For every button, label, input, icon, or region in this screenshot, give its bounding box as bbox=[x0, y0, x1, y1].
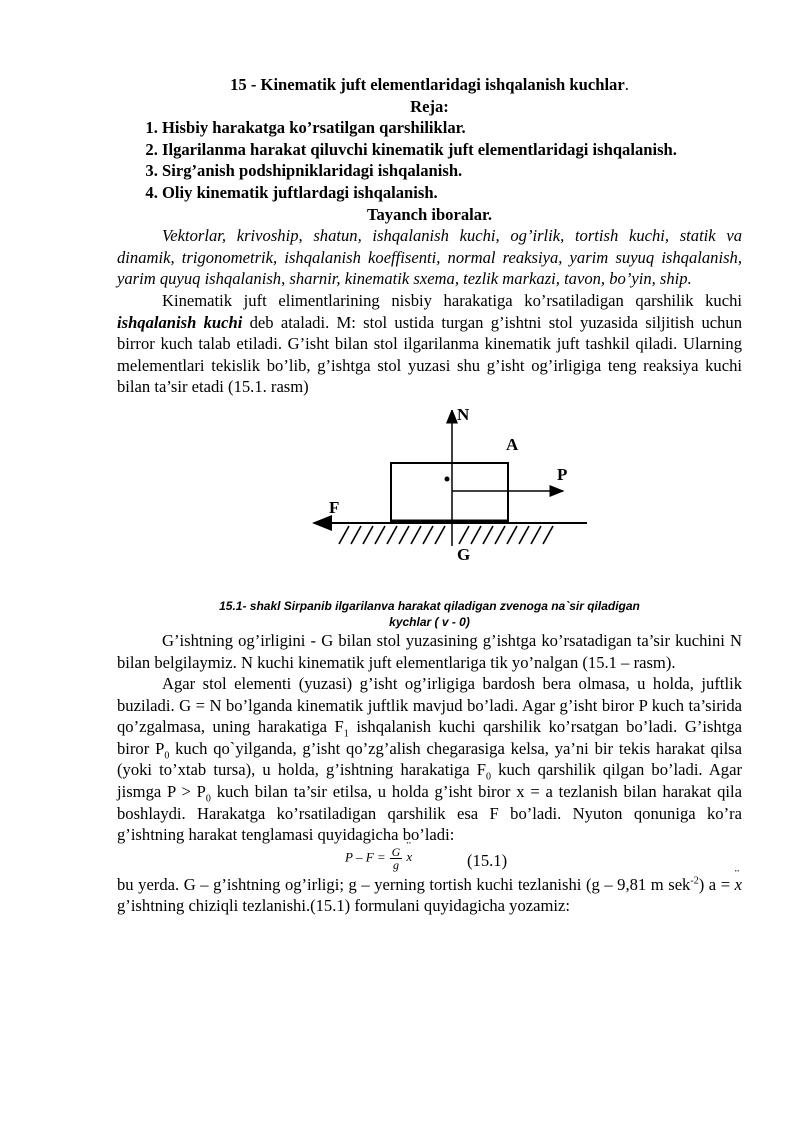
figure-caption: 15.1- shakl Sirpanib ilgarilanva harakat qiladigan zvenoga na`sir qiladigan kychlar ( v - 0) bbox=[219, 598, 640, 629]
label-f: F bbox=[329, 497, 340, 517]
equation-number: (15.1) bbox=[467, 850, 508, 870]
contact-point bbox=[445, 476, 450, 481]
label-g: G bbox=[457, 544, 471, 564]
paragraph-3: Agar stol elementi (yuzasi) g’isht og’irligiga bardosh bera olmasa, u holda, juftlik buziladi. G = N bo’lganda kinematik juftlik mavjud bo’ladi. Agar g’isht biror P kuch ta’sirida qo’zgalmasa, uning harakatiga $F_1$ ishqalanish kuchi qarshilik ko’rsatgan bo’ladi. G’ishtga biror $P_0$ kuch qo`yilganda, g’isht qo’zg’alish chegarasiga kelsa, ya’ni bir tekis harakat qilsa (yoki to’xtab tursa), u holda, g’ishtning harakatiga $F_0$ kuch qarshilik qilgan bo’ladi. Agar jismga $P > P_0$ kuch bilan ta’sir etilsa, u holda g’isht biror x = a tezlanish bilan harakat qila boshlaydi. Harakatga ko’rsatiladigan qarshilik esa F bo’ladi. Nyuton qonuniga ko’ra g’ishtning harakat tenglamasi quyidagicha bo’ladi: bbox=[117, 674, 743, 845]
label-a: A bbox=[506, 434, 519, 454]
label-n: N bbox=[457, 404, 470, 424]
title-text: 15 - Kinematik juft elementlaridagi ishqalanish kuchlar bbox=[230, 75, 625, 94]
page-title bbox=[117, 74, 742, 96]
label-p: P bbox=[557, 464, 568, 484]
keywords-heading: Tayanch iboralar. bbox=[366, 204, 493, 224]
force-diagram bbox=[117, 404, 742, 596]
plan-item: 2. Ilgarilanma harakat qiluvchi kinematik juft elementlaridagi ishqalanish. bbox=[162, 139, 742, 161]
ground-hatching bbox=[339, 526, 553, 544]
key-term: ishqalanish kuchi bbox=[117, 312, 243, 332]
plan-list bbox=[117, 117, 742, 203]
equation-15-1 bbox=[117, 846, 742, 874]
plan-item: 3. Sirg’anish podshipniklaridagi ishqalanish. bbox=[162, 160, 742, 182]
paragraph-4: bu yerda. G – g’ishtning og’irligi; g – yerning tortish kuchi tezlanishi (g – 9,81 m sek$^{-2}$) a = ¨ x g’ishtning chiziqli tezlanishi.(15.1) formulani quyidagicha yozamiz: bbox=[117, 874, 742, 917]
keywords-paragraph: Vektorlar, krivoship, shatun, ishqalanish kuchi, og’irlik, tortish kuchi, statik va dinamik, trigonometrik, ishqalanish koeffisenti, normal reaksiya, yarim suyuq ishqalanish, yarim quyuq ishqalanish, sharnir, kinematik sxema, tezlik markazi, tavon, bo’yin, ship. bbox=[117, 226, 742, 289]
plan-heading: Reja: bbox=[410, 96, 449, 116]
equation-body: P – F = $\frac{G}{g}$ ¨ x bbox=[345, 846, 412, 871]
paragraph-2: G’ishtning og’irligini - G bilan stol yuzasining g’ishtga ko’rsatadigan ta’sir kuchini N bilan belgilaymiz. N kuchi kinematik juft elementlariga tik yo’nalgan (15.1 – rasm). bbox=[117, 630, 742, 672]
intro-paragraph: Kinematik juft elimentlarining nisbiy harakatiga ko’rsatiladigan qarshilik kuchi ishqalanish kuchi deb ataladi. M: stol ustida turgan g’ishtni stol yuzasida siljitish uchun birror kuch talab etiladi. G’isht bilan stol ilgarilanma kinematik juft tashkil qiladi. Ularning melementlari tekislik bo’lib, g’ishtga stol yuzasi shu g’isht og’irligiga teng reaksiya kuchi bilan ta’sir etadi (15.1. rasm) bbox=[117, 290, 742, 397]
block bbox=[391, 463, 508, 521]
diagram-svg bbox=[117, 410, 742, 596]
title-dot: . bbox=[624, 75, 629, 94]
fraction: $\frac{G}{g}$ bbox=[391, 844, 401, 872]
plan-item: 1. Hisbiy harakatga ko’rsatilgan qarshiliklar. bbox=[162, 117, 742, 139]
plan-item: 4. Oliy kinematik juftlardagi ishqalanish. bbox=[162, 182, 742, 204]
document-page bbox=[117, 74, 742, 917]
